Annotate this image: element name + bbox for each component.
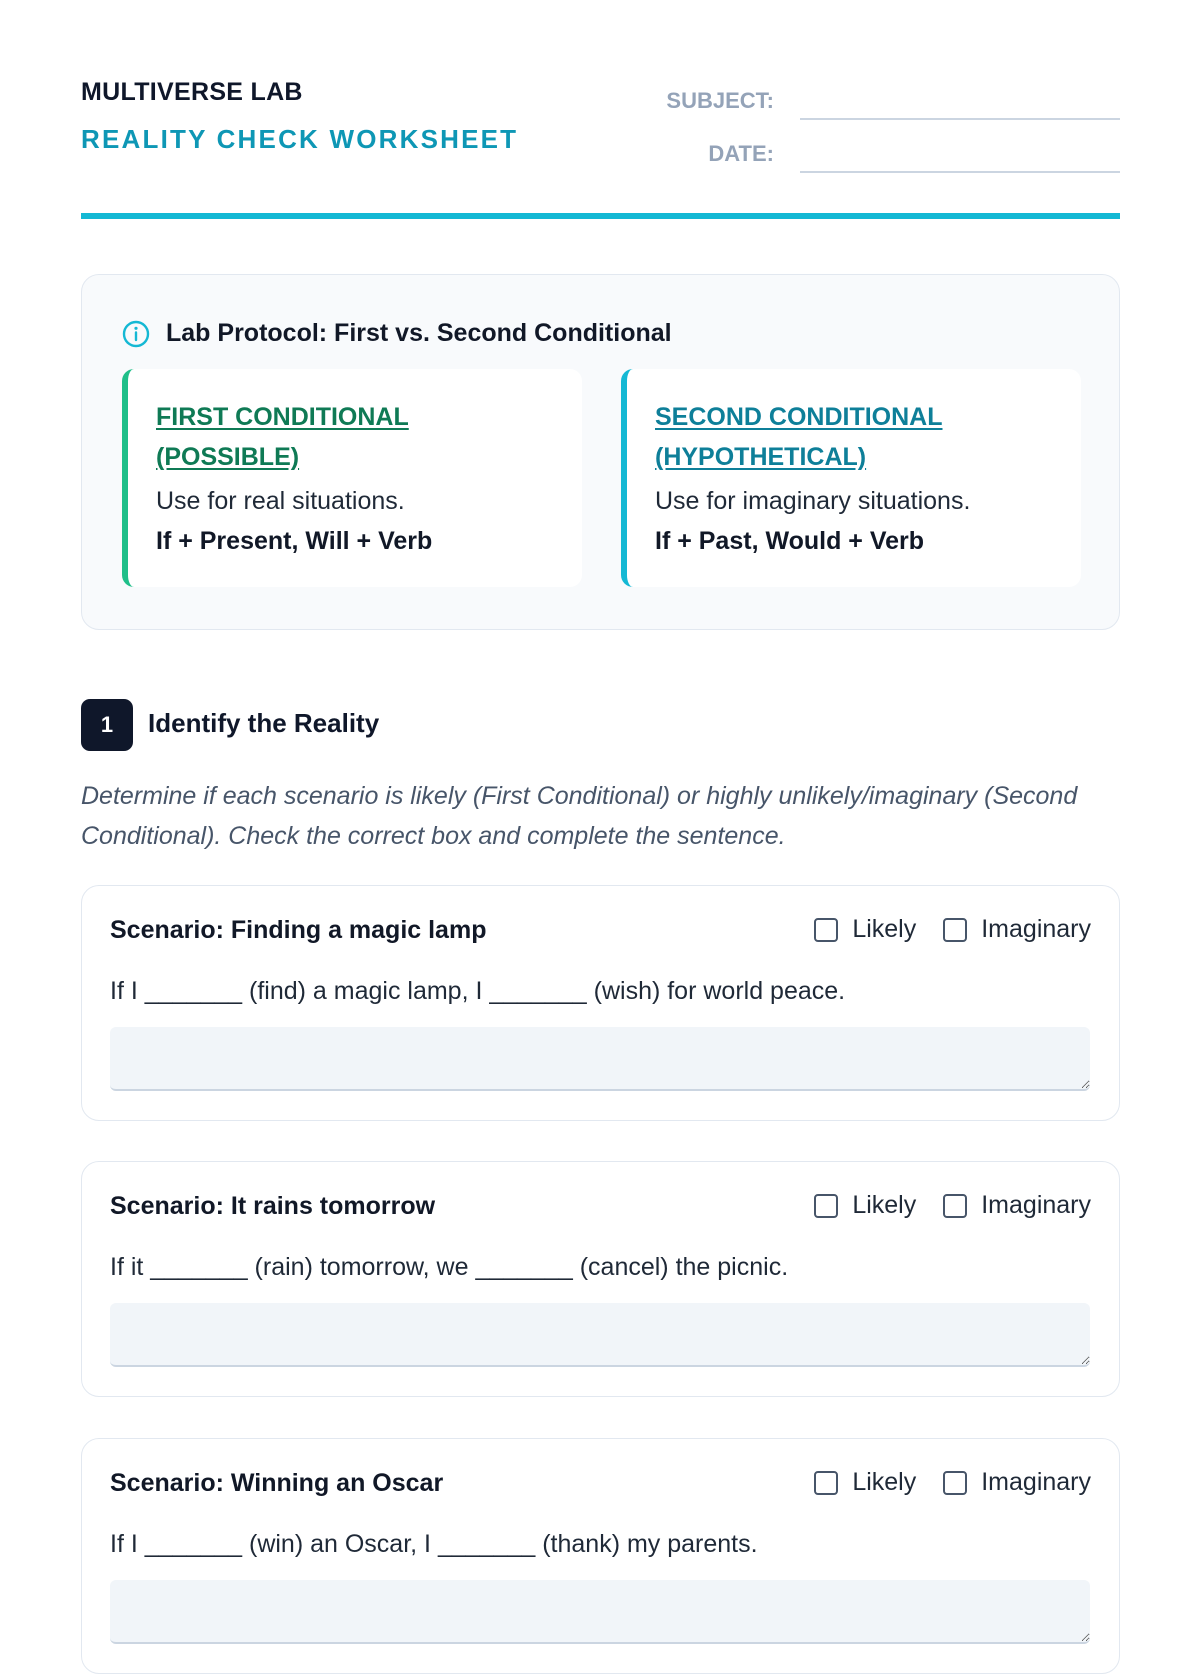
imaginary-option[interactable] — [943, 915, 1091, 944]
likely-label: Likely — [852, 915, 917, 943]
imaginary-label: Imaginary — [981, 1468, 1091, 1496]
likely-option[interactable] — [814, 915, 916, 944]
first-conditional-formula: If + Present, Will + Verb — [156, 527, 433, 555]
date-label: DATE: — [708, 141, 774, 166]
imaginary-label: Imaginary — [981, 1191, 1091, 1219]
protocol-header — [122, 319, 672, 348]
scenario-card — [81, 885, 1120, 1121]
likely-label: Likely — [852, 1191, 917, 1219]
section-number-badge: 1 — [81, 699, 133, 751]
scenario-title: Scenario: Winning an Oscar — [110, 1469, 444, 1497]
imaginary-label: Imaginary — [981, 915, 1091, 943]
worksheet-subtitle: REALITY CHECK WORKSHEET — [81, 124, 519, 154]
answer-field[interactable] — [110, 1580, 1090, 1644]
first-conditional-description: Use for real situations. — [156, 487, 405, 515]
likely-option[interactable] — [814, 1191, 916, 1220]
imaginary-option[interactable] — [943, 1191, 1091, 1220]
second-conditional-title: SECOND CONDITIONAL (HYPOTHETICAL) — [655, 403, 943, 471]
protocol-box — [81, 274, 1120, 630]
likely-checkbox[interactable] — [814, 918, 838, 942]
subject-label: SUBJECT: — [666, 88, 774, 113]
imaginary-checkbox[interactable] — [943, 1471, 967, 1495]
scenario-choices — [787, 915, 1091, 944]
scenario-sentence: If it _______ (rain) tomorrow, we _______ (cancel) the picnic. — [110, 1253, 789, 1281]
likely-option[interactable] — [814, 1468, 916, 1497]
answer-field[interactable] — [110, 1303, 1090, 1367]
scenario-card — [81, 1438, 1120, 1674]
second-conditional-description: Use for imaginary situations. — [655, 487, 971, 515]
section-title: Identify the Reality — [148, 708, 380, 738]
header-divider — [81, 213, 1120, 219]
scenario-title: Scenario: It rains tomorrow — [110, 1192, 436, 1220]
first-conditional-title: FIRST CONDITIONAL (POSSIBLE) — [156, 403, 409, 471]
scenario-sentence: If I _______ (find) a magic lamp, I _______ (wish) for world peace. — [110, 977, 846, 1005]
second-conditional-card — [621, 369, 1081, 587]
answer-field[interactable] — [110, 1027, 1090, 1091]
scenario-sentence: If I _______ (win) an Oscar, I _______ (thank) my parents. — [110, 1530, 758, 1558]
scenario-card — [81, 1161, 1120, 1397]
protocol-title: Lab Protocol: First vs. Second Conditional — [166, 319, 672, 347]
imaginary-checkbox[interactable] — [943, 1194, 967, 1218]
scenario-title: Scenario: Finding a magic lamp — [110, 916, 487, 944]
brand-title: MULTIVERSE LAB — [81, 78, 303, 106]
scenario-choices — [787, 1191, 1091, 1220]
imaginary-checkbox[interactable] — [943, 918, 967, 942]
info-icon — [122, 320, 150, 348]
subject-field[interactable] — [800, 118, 1120, 120]
imaginary-option[interactable] — [943, 1468, 1091, 1497]
likely-checkbox[interactable] — [814, 1471, 838, 1495]
section-instructions: Determine if each scenario is likely (First Conditional) or highly unlikely/imaginary (Second Conditional). Check the correct box and complete the sentence. — [81, 782, 1078, 850]
likely-label: Likely — [852, 1468, 917, 1496]
second-conditional-formula: If + Past, Would + Verb — [655, 527, 925, 555]
likely-checkbox[interactable] — [814, 1194, 838, 1218]
scenario-choices — [787, 1468, 1091, 1497]
date-field[interactable] — [800, 171, 1120, 173]
first-conditional-card — [122, 369, 582, 587]
